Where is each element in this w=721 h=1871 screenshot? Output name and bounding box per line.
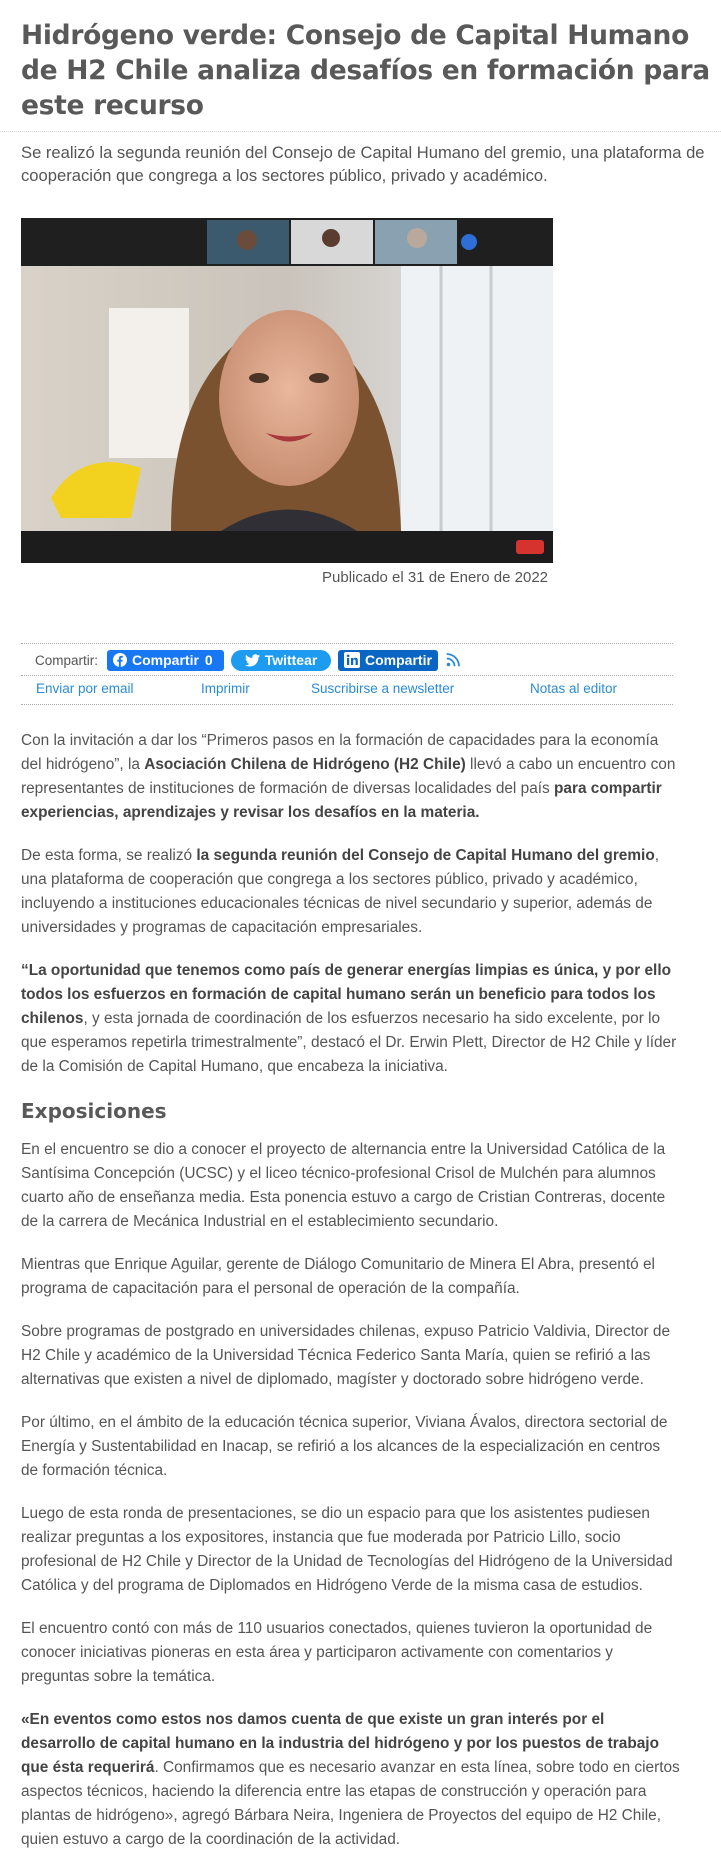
share-label: Compartir: [35, 652, 99, 668]
article-title: Hidrógeno verde: Consejo de Capital Humano de H2 Chile analiza desafíos en formación para este recurso [21, 20, 710, 121]
paragraph: «En eventos como estos nos damos cuenta de que existe un gran interés por el desarrollo de capital humano en la industria del hidrógeno y por los puestos de trabajo que ésta requerirá. Confirmamos que es necesario avanzar en esta línea, sobre todo en ciertos aspectos técnicos, haciendo la diferencia entre las etapas de construcción y operación para plantas de hidrógeno», agregó Bárbara Neira, Ingeniera de Proyectos del equipo de H2 Chile, quien estuvo a cargo de la coordinación de la actividad. [21, 1711, 680, 1848]
facebook-share-button[interactable] [107, 650, 224, 671]
paragraph: Mientras que Enrique Aguilar, gerente de Diálogo Comunitario de Minera El Abra, presentó el programa de capacitación para el personal de operación de la compañía. [21, 1256, 655, 1297]
article-image[interactable] [21, 218, 553, 563]
twitter-icon [245, 654, 260, 667]
paragraph: Luego de esta ronda de presentaciones, se dio un espacio para que los asistentes pudiesen realizar preguntas a los expositores, instancia que fue moderada por Patricio Lillo, socio profesional de H2 Chile y Director de la Unidad de Tecnologías del Hidrógeno de la Universidad Católica y del programa de Diplomados en Hidrógeno Verde de la misma casa de estudios. [21, 1505, 673, 1594]
paragraph: En el encuentro se dio a conocer el proyecto de alternancia entre la Universidad Católica de la Santísima Concepción (UCSC) y el liceo técnico-profesional Crisol de Mulchén para alumnos cuarto año de enseñanza media. Esta ponencia estuvo a cargo de Cristian Contreras, docente de la carrera de Mecánica Industrial en el establecimiento secundario. [21, 1141, 666, 1230]
publish-date: Publicado el 31 de Enero de 2022 [322, 569, 549, 586]
facebook-share-label: Compartir [132, 652, 199, 668]
share-divider-middle [21, 675, 673, 676]
paragraph: “La oportunidad que tenemos como país de generar energías limpias es única, y por ello todos los esfuerzos en formación de capital humano serán un beneficio para todos los chilenos, y esta jornada de coordinación de los esfuerzos necesario ha sido excelente, por lo que esperamos repetirla trimestralmente”, destacó el Dr. Erwin Plett, Director de H2 Chile y líder de la Comisión de Capital Humano, que encabeza la iniciativa. [21, 962, 677, 1075]
share-divider-bottom [21, 704, 673, 705]
paragraph: Sobre programas de postgrado en universidades chilenas, expuso Patricio Valdivia, Director de H2 Chile y académico de la Universidad Técnica Federico Santa María, quien se refirió a las alternativas que existen a nivel de diplomado, magíster y doctorado sobre hidrógeno verde. [21, 1323, 671, 1388]
paragraph: Por último, en el ámbito de la educación técnica superior, Viviana Ávalos, directora sectorial de Energía y Sustentabilidad en Inacap, se refirió a los alcances de la especialización en centros de formación técnica. [21, 1414, 668, 1479]
section-heading: Exposiciones [21, 1099, 167, 1123]
share-bar [35, 649, 460, 671]
twitter-share-label: Twittear [264, 652, 318, 668]
linkedin-icon [344, 652, 360, 668]
email-link[interactable]: Enviar por email [36, 681, 134, 696]
facebook-icon [113, 653, 127, 667]
article-lead: Se realizó la segunda reunión del Consejo de Capital Humano del gremio, una plataforma de cooperación que congrega a los sectores público, privado y académico. [21, 143, 705, 185]
share-divider-top [21, 643, 673, 644]
title-divider [0, 131, 721, 132]
article-body [21, 729, 681, 1871]
facebook-share-count: 0 [204, 652, 213, 668]
video-call-screenshot [21, 218, 553, 563]
rss-icon[interactable] [446, 653, 460, 667]
paragraph: El encuentro contó con más de 110 usuarios conectados, quienes tuvieron la oportunidad de conocer iniciativas pioneras en esta área y participaron activamente con comentarios y preguntas sobre la temática. [21, 1620, 653, 1685]
paragraph: De esta forma, se realizó la segunda reunión del Consejo de Capital Humano del gremio, una plataforma de cooperación que congrega a los sectores público, privado y académico, incluyendo a instituciones educacionales técnicas de nivel secundario y superior, además de universidades y programas de capacitación empresariales. [21, 847, 660, 936]
linkedin-share-label: Compartir [365, 652, 432, 668]
linkedin-share-button[interactable] [338, 650, 438, 671]
paragraph: Con la invitación a dar los “Primeros pasos en la formación de capacidades para la economía del hidrógeno”, la Asociación Chilena de Hidrógeno (H2 Chile) llevó a cabo un encuentro con representantes de instituciones de formación de diversas localidades del país para compartir experiencias, aprendizajes y revisar los desafíos en la materia. [21, 732, 676, 821]
print-link[interactable]: Imprimir [201, 681, 250, 696]
newsletter-link[interactable]: Suscribirse a newsletter [311, 681, 455, 696]
editor-notes-link[interactable]: Notas al editor [530, 681, 618, 696]
twitter-share-button[interactable] [231, 650, 331, 671]
